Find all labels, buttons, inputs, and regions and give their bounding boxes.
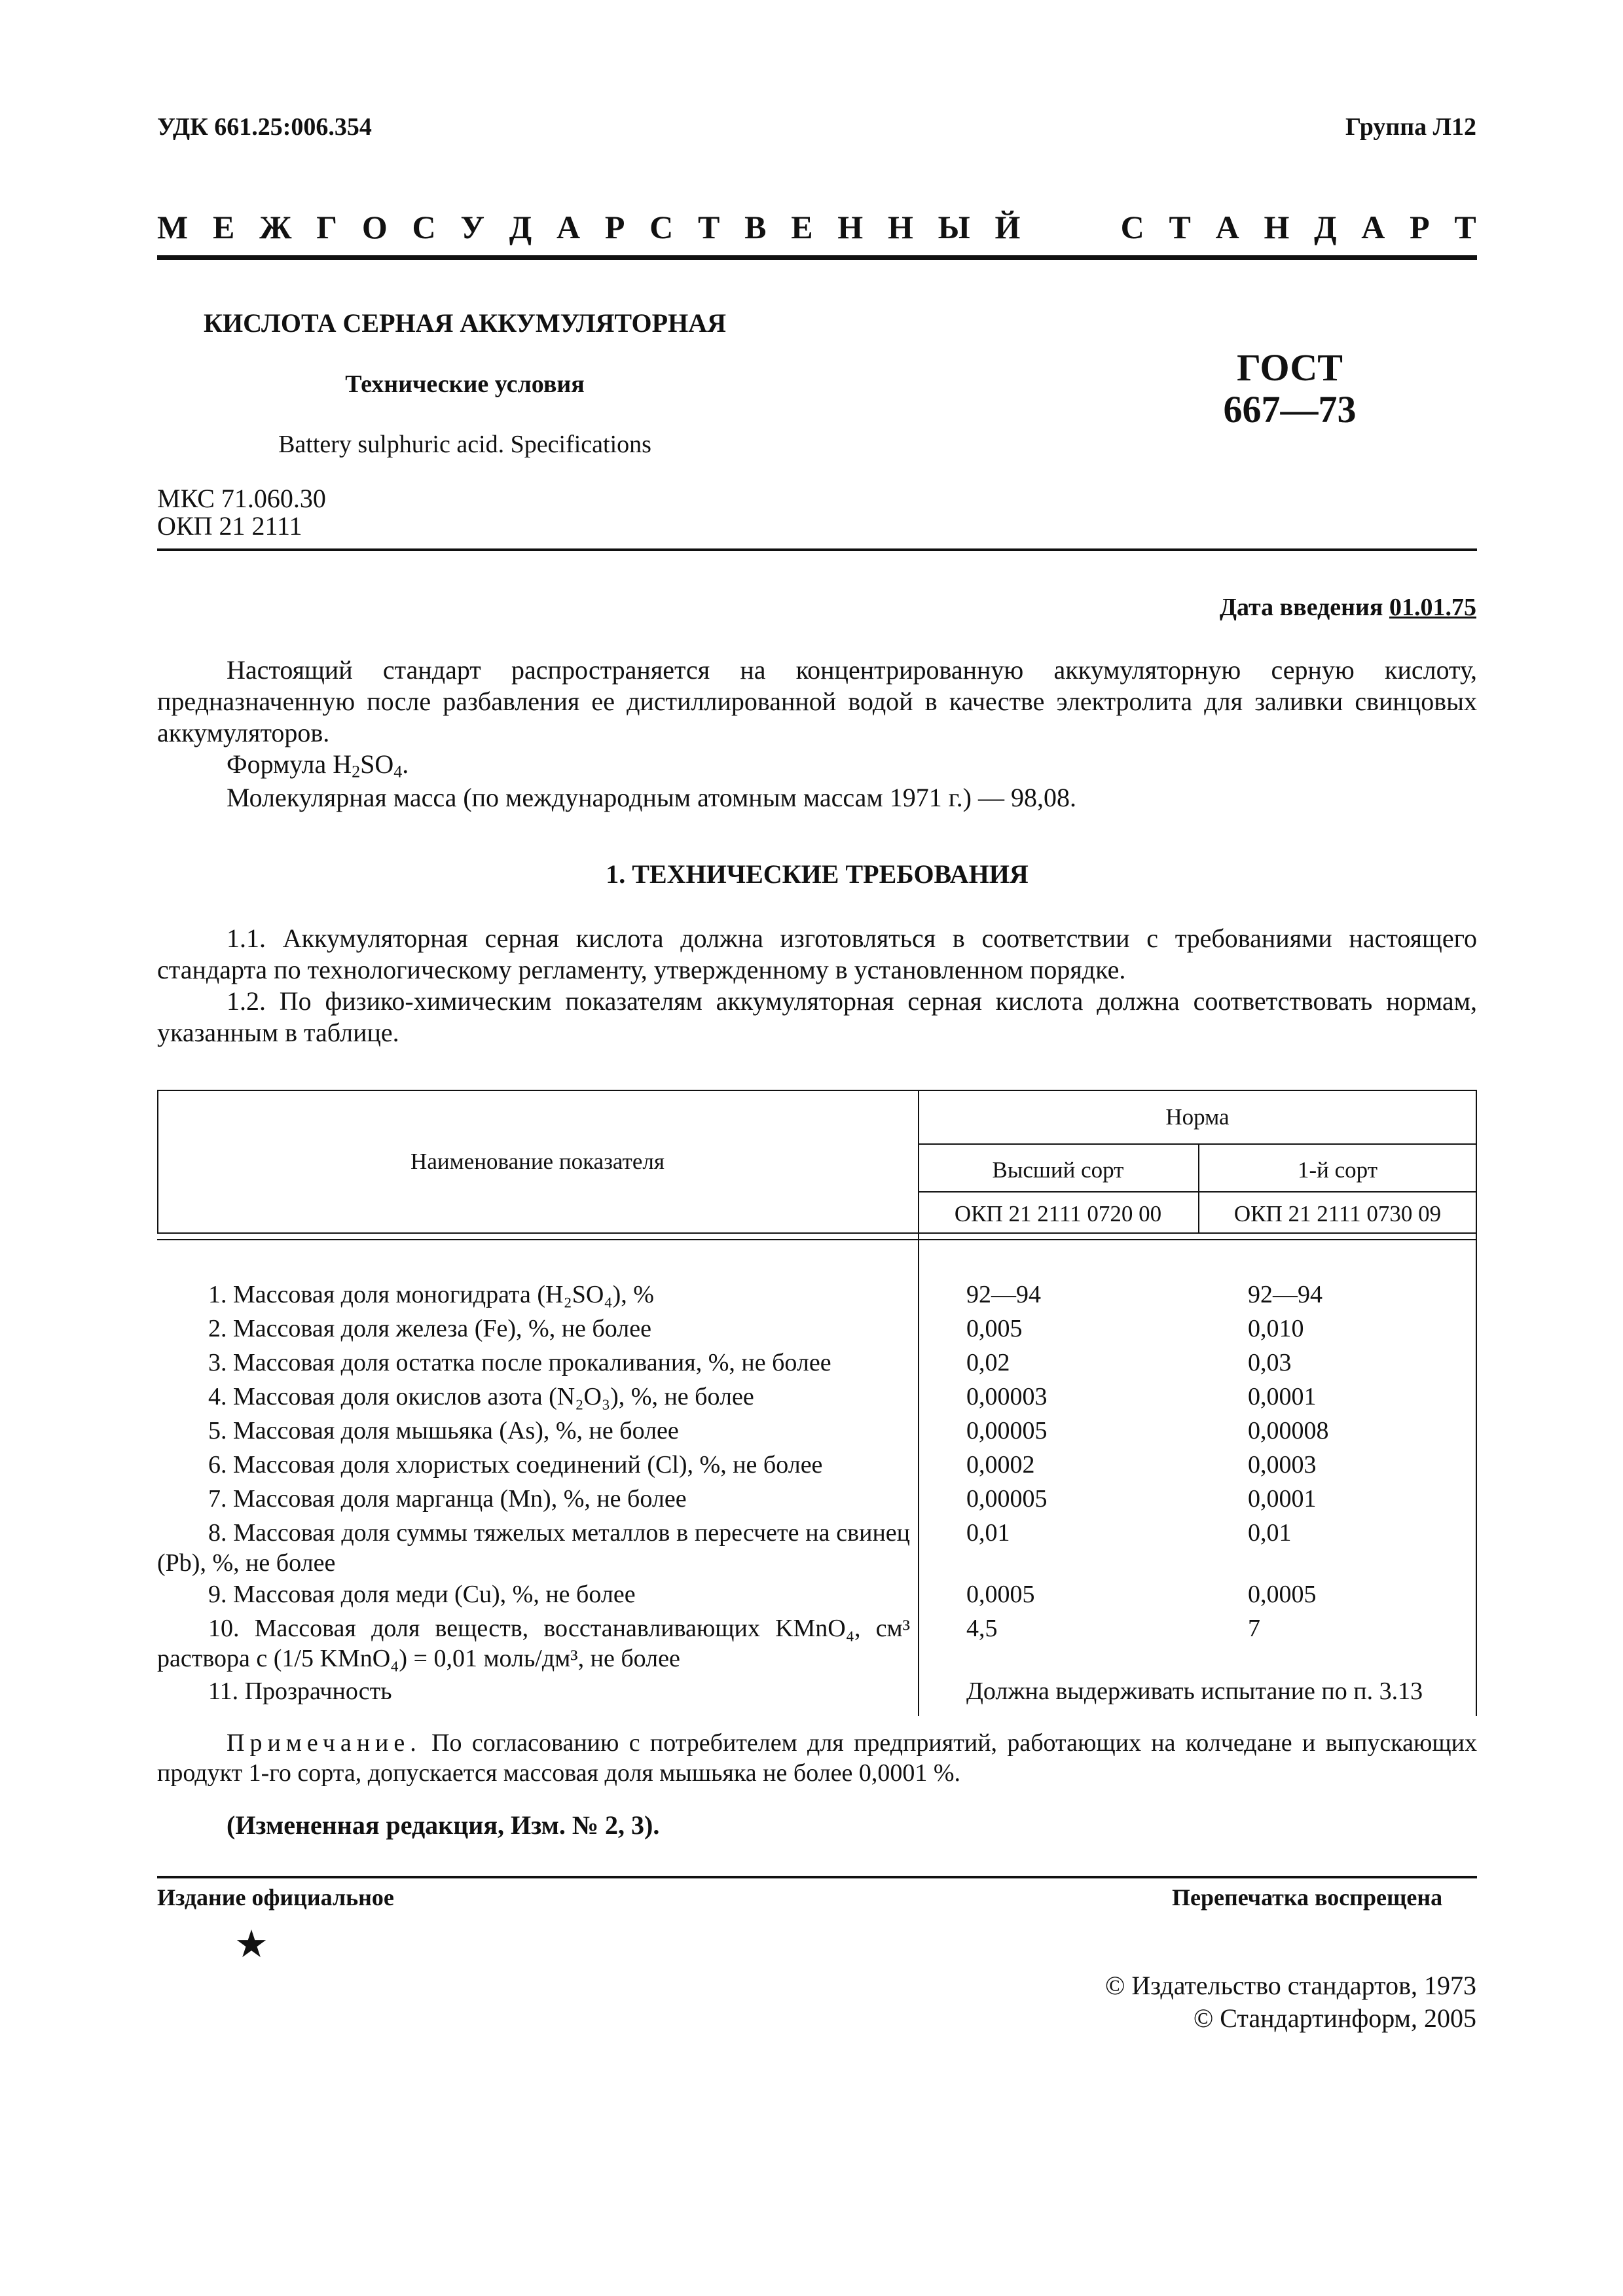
footer-rule: [157, 1876, 1477, 1878]
grade-first-header: 1-й сорт: [1297, 1157, 1377, 1183]
section-heading: 1. ТЕХНИЧЕСКИЕ ТРЕБОВАНИЯ: [606, 859, 1029, 889]
gost-block: [1192, 347, 1388, 431]
table-row-name: 7. Массовая доля марганца (Mn), %, не более: [208, 1485, 687, 1513]
table-row-top-value: 0,0005: [966, 1581, 1035, 1608]
table-row-name: 6. Массовая доля хлористых соединений (Cl), %, не более: [208, 1451, 823, 1479]
formula-label: Формула H: [227, 749, 352, 779]
effective-date-value: 01.01.75: [1389, 594, 1476, 621]
norms-table: [157, 1090, 1477, 1716]
effective-date: [1220, 593, 1476, 622]
banner-letter: Й: [994, 209, 1021, 245]
table-row-name: 11. Прозрачность: [208, 1677, 392, 1705]
formula-rest: SO: [360, 749, 394, 779]
banner-letter: Т: [697, 209, 720, 245]
banner-letter: У: [460, 209, 485, 245]
column-name-header: Наименование показателя: [410, 1149, 665, 1174]
udk-code: УДК 661.25:006.354: [157, 113, 372, 141]
banner-letter: А: [1215, 209, 1239, 245]
table-right-border: [1476, 1090, 1477, 1716]
copyright-1973: © Издательство стандартов, 1973: [1104, 1971, 1476, 2000]
note-text: По согласованию с потребителем для предприятий, работающих на колчедане и выпускающих продукт 1-го сорта, допускается массовая доля мышьяка не более 0,0001 %.: [157, 1729, 1478, 1787]
okp-code: ОКП 21 2111: [157, 511, 302, 541]
table-row-top-value: 92—94: [966, 1281, 1041, 1308]
grade-top-header: Высший сорт: [992, 1157, 1124, 1183]
column-norm-header: Норма: [1165, 1104, 1230, 1130]
copyright-2005: © Стандартинформ, 2005: [1193, 2003, 1476, 2033]
table-row-name: 8. Массовая доля суммы тяжелых металлов в пересчете на свинец (Pb), %, не более: [157, 1519, 910, 1577]
molar-mass: Молекулярная масса (по международным атомным массам 1971 г.) — 98,08.: [227, 783, 1076, 812]
banner-letter: С: [649, 209, 674, 245]
table-row-top-value: 0,00005: [966, 1417, 1048, 1444]
table-row-name: 3. Массовая доля остатка после прокаливания, %, не более: [208, 1349, 831, 1376]
table-row-name: 4. Массовая доля окислов азота (N₂O₃), %, не более: [208, 1383, 754, 1410]
banner-letter: А: [556, 209, 581, 245]
table-row-first-value: 92—94: [1248, 1281, 1322, 1308]
banner-letter: Е: [791, 209, 813, 245]
table-row-name: 2. Массовая доля железа (Fe), %, не более: [208, 1315, 651, 1342]
table-row-first-value: 0,00008: [1248, 1417, 1329, 1444]
banner-letter: Р: [604, 209, 625, 245]
table-row-top-value: 0,00003: [966, 1383, 1048, 1410]
banner-letter: Н: [837, 209, 864, 245]
banner-letter: Т: [1169, 209, 1191, 245]
table-header-rule-2: [157, 1239, 1477, 1240]
table-row-first-value: 0,0005: [1248, 1581, 1317, 1608]
table-row-top-value: 0,01: [966, 1519, 1010, 1547]
gost-number: 667—73: [1223, 388, 1357, 431]
banner-letter: [1083, 208, 1096, 246]
official-edition: Издание официальное: [157, 1884, 394, 1910]
table-divider-name: [918, 1090, 919, 1716]
section-paragraph-1: 1.1. Аккумуляторная серная кислота должна изготовляться в соответствии с требованиями настоящего стандарта по технологическому регламенту, утвержденному в установленном порядке.: [157, 924, 1477, 984]
table-row-name: 1. Массовая доля моногидрата (H₂SO₄), %: [208, 1281, 654, 1308]
table-row-first-value: 0,0003: [1248, 1451, 1317, 1479]
group-code: Группа Л12: [1345, 113, 1476, 141]
table-norm-rule: [918, 1143, 1477, 1145]
banner-letter: Е: [212, 209, 235, 245]
banner-letter: Д: [509, 209, 532, 245]
okp-first-header: ОКП 21 2111 0730 09: [1233, 1201, 1442, 1227]
gost-label: ГОСТ: [1237, 346, 1343, 389]
okp-top-header: ОКП 21 2111 0720 00: [954, 1201, 1162, 1227]
banner-letter: Ы: [938, 209, 970, 245]
table-row-name: 10. Массовая доля веществ, восстанавливающих KMnO₄, см³ раствора c (1/5 KMnO₄) = 0,01 моль/дм³, не более: [157, 1615, 910, 1672]
banner-letter: [1045, 208, 1058, 246]
star-icon: ★: [234, 1923, 268, 1965]
banner-letter: В: [744, 209, 767, 245]
table-row-first-value: 7: [1248, 1615, 1260, 1642]
table-top-border: [157, 1090, 1477, 1091]
table-note: [157, 1728, 1477, 1788]
banner-letter: Д: [1314, 209, 1337, 245]
banner-letter: О: [361, 209, 388, 245]
table-row-first-value: 0,03: [1248, 1349, 1292, 1376]
table-grade-rule: [918, 1191, 1477, 1193]
table-row-merged-value: Должна выдерживать испытание по п. 3.13: [966, 1677, 1423, 1705]
english-title: Battery sulphuric acid. Specifications: [278, 431, 651, 458]
banner-letter: Н: [1264, 209, 1290, 245]
banner-letter: М: [157, 209, 189, 245]
document-title: КИСЛОТА СЕРНАЯ АККУМУЛЯТОРНАЯ: [204, 308, 726, 338]
banner-letter: С: [1120, 209, 1144, 245]
table-row-name: 5. Массовая доля мышьяка (As), %, не более: [208, 1417, 679, 1444]
banner-letter: Р: [1410, 209, 1430, 245]
table-row-top-value: 4,5: [966, 1615, 998, 1642]
note-label: Примечание.: [227, 1729, 422, 1757]
formula-end: .: [402, 749, 409, 779]
formula-line: Формула $H_2SO_4$.: [227, 749, 409, 781]
table-row-top-value: 0,005: [966, 1315, 1023, 1342]
amendment-note: (Измененная редакция, Изм. № 2, 3).: [227, 1810, 660, 1840]
banner-letter: Ж: [259, 209, 292, 245]
banner-letter: Г: [316, 209, 338, 245]
banner-letter: Т: [1454, 209, 1476, 245]
table-row-first-value: 0,010: [1248, 1315, 1304, 1342]
reprint-prohibited: Перепечатка воспрещена: [1172, 1884, 1443, 1910]
table-row-top-value: 0,02: [966, 1349, 1010, 1376]
banner-letter: Н: [887, 209, 913, 245]
document-subtitle: Технические условия: [345, 370, 585, 398]
intro-paragraph: Настоящий стандарт распространяется на концентрированную аккумуляторную серную кислоту, предназначенную после разбавления ее дистиллированной водой в качестве электролита для заливки свинцовых аккумуляторов.: [157, 655, 1477, 747]
section-paragraph-2: 1.2. По физико-химическим показателям аккумуляторная серная кислота должна соответствовать нормам, указанным в таблице.: [157, 986, 1477, 1047]
banner-letter: С: [412, 209, 436, 245]
table-row-top-value: 0,0002: [966, 1451, 1035, 1479]
table-row-name: 9. Массовая доля меди (Cu), %, не более: [208, 1581, 636, 1608]
effective-date-label: Дата введения: [1219, 594, 1383, 621]
mks-code: МКС 71.060.30: [157, 484, 326, 513]
table-row-first-value: 0,0001: [1248, 1383, 1317, 1410]
table-row-first-value: 0,01: [1248, 1519, 1292, 1547]
table-row-first-value: 0,0001: [1248, 1485, 1317, 1513]
banner-letter: А: [1361, 209, 1385, 245]
banner-rule: [157, 255, 1477, 260]
standard-banner: [157, 208, 1476, 246]
table-header-rule-1: [157, 1232, 1477, 1234]
title-rule: [157, 548, 1477, 551]
table-row-top-value: 0,00005: [966, 1485, 1048, 1513]
